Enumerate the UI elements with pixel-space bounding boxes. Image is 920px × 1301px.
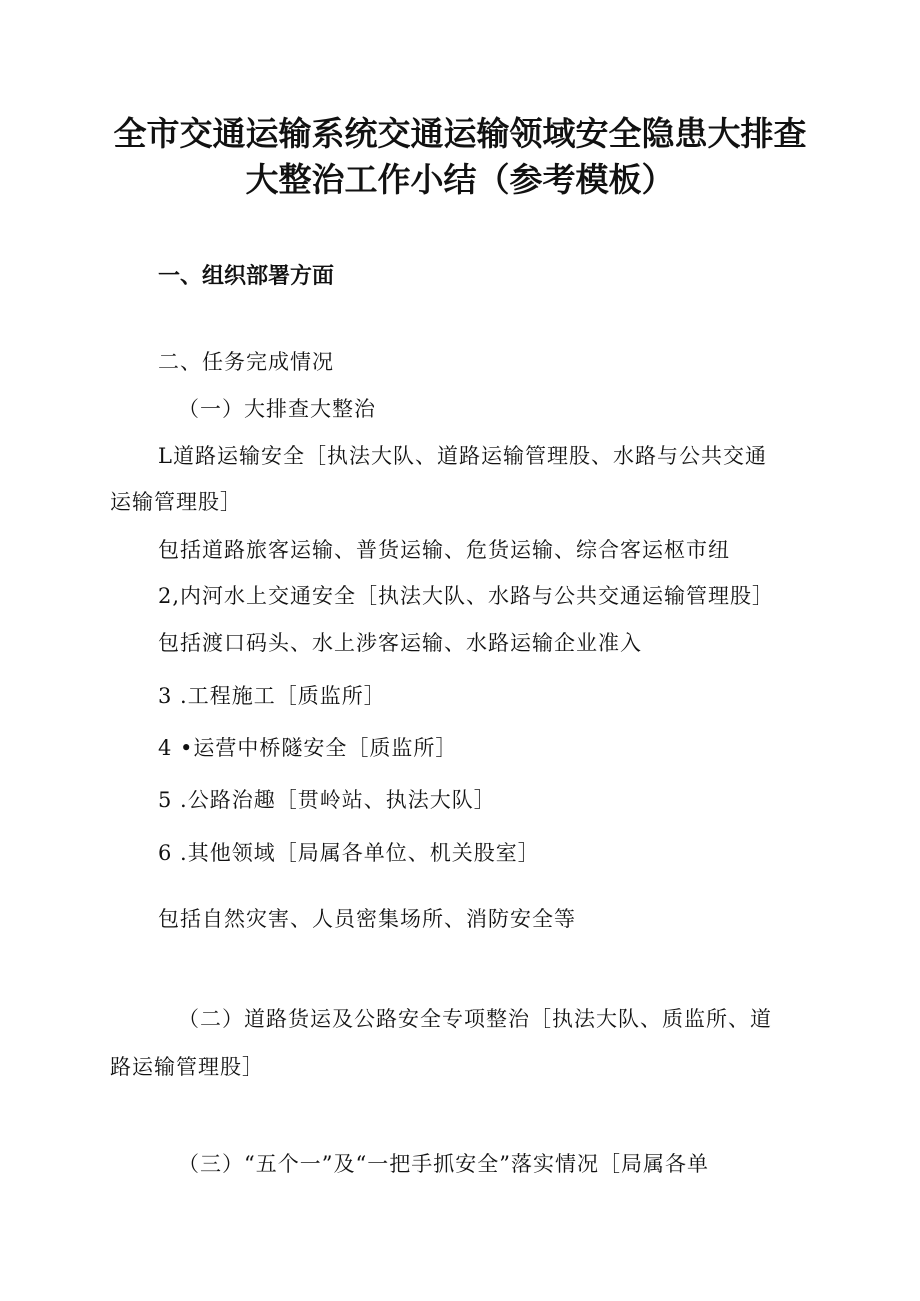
section-heading-organization: 一、组织部署方面 [158,264,335,289]
item-road-transport-note: 包括道路旅客运输、普货运输、危货运输、综合客运枢市纽 [158,538,730,562]
subsection-heading-investigation: （一）大排查大整治 [178,397,376,421]
subsection-five-ones: （三）“五个一”及“一把手抓安全”落实情况［局属各单 [178,1152,709,1176]
document-title-line-1: 全市交通运输系统交通运输领域安全隐患大排查 [113,114,807,153]
item-highway: 5 .公路治趣［贯岭站、执法大队］ [158,788,496,812]
item-construction: 3 .工程施工［质监所］ [158,684,386,708]
section-heading-tasks: 二、任务完成情况 [158,350,334,374]
item-waterway-note: 包括渡口码头、水上涉客运输、水路运输企业准入 [158,631,642,655]
item-waterway-safety: 2,内河水上交通安全［执法大队、水路与公共交通运输管理股］ [158,584,775,608]
item-other-fields-note: 包括自然灾害、人员密集场所、消防安全等 [158,907,576,931]
item-road-transport-line-1: L道路运输安全［执法大队、道路运输管理股、水路与公共交通 [158,444,767,468]
subsection-freight-line-1: （二）道路货运及公路安全专项整治［执法大队、质监所、道 [178,1007,772,1031]
subsection-freight-line-2: 路运输管理股］ [110,1055,264,1079]
item-other-fields: 6 .其他领域［局属各单位、机关股室］ [158,841,540,865]
item-road-transport-line-2: 运输管理股］ [110,490,242,514]
document-title-line-2: 大整治工作小结（参考模板） [245,160,675,199]
item-bridge-tunnel: 4 •运营中桥隧安全［质监所］ [158,736,458,760]
